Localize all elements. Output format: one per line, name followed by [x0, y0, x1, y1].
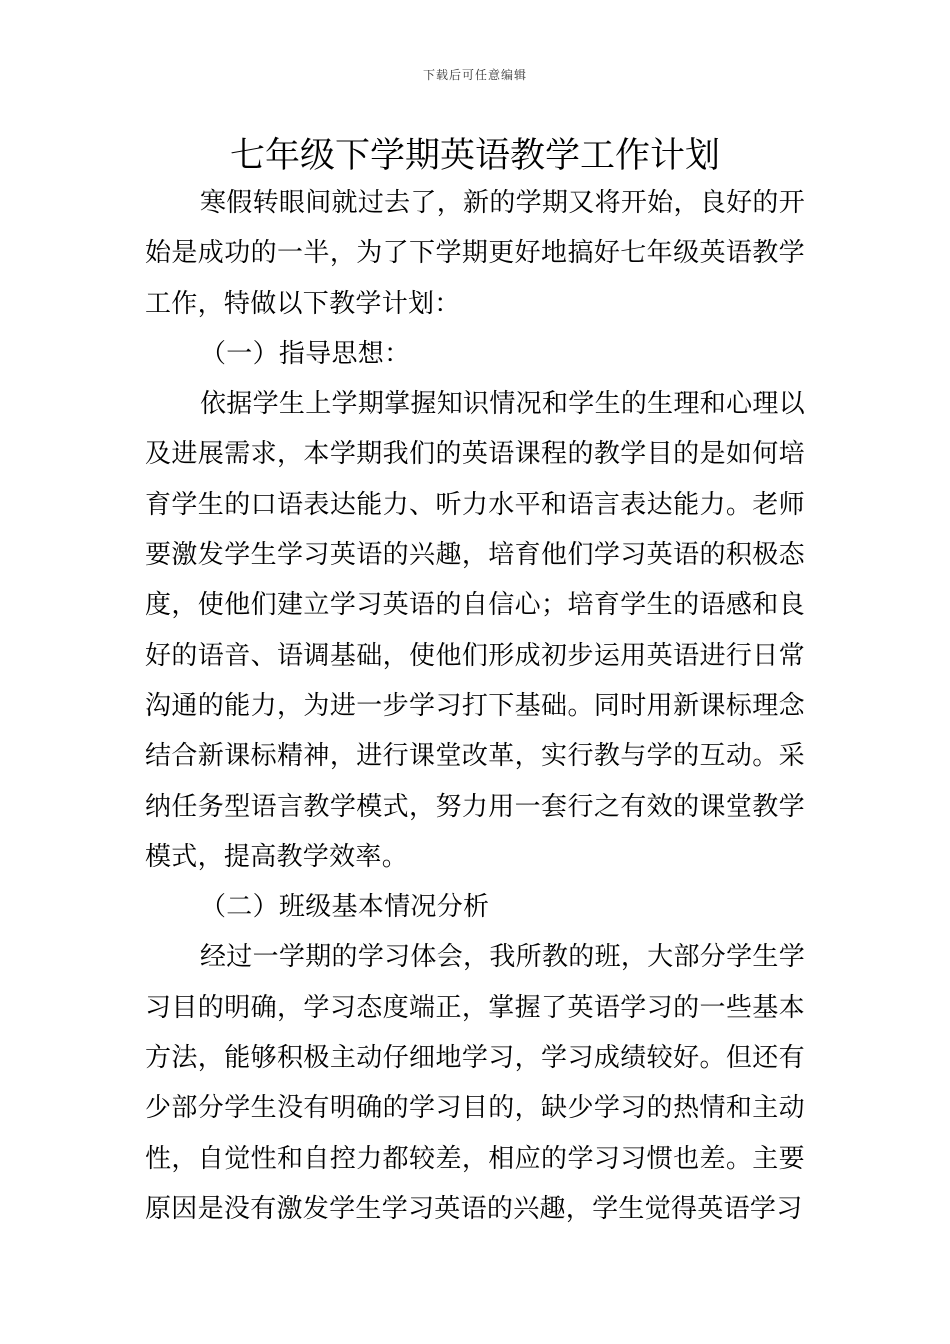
document-body	[145, 178, 805, 1234]
section-heading-class-analysis: （二）班级基本情况分析	[200, 892, 490, 923]
header-note: 下载后可任意编辑	[422, 68, 527, 82]
document-title: 七年级下学期英语教学工作计划	[229, 136, 720, 176]
paragraph-class-analysis: 经过一学期的学习体会，我所教的班，大部分学生学习目的明确，学习态度端正，掌握了英语学习的一些基本方法，能够积极主动仔细地学习，学习成绩较好。但还有少部分学生没有明确的学习目的，缺少学习的热情和主动性，自觉性和自控力都较差，相应的学习习惯也差。主要原因是没有激发学生学习英语的兴趣，学生觉得英语学习	[145, 942, 805, 1224]
paragraph-guiding-thought: 依据学生上学期掌握知识情况和学生的生理和心理以及进展需求，本学期我们的英语课程的教学目的是如何培育学生的口语表达能力、听力水平和语言表达能力。老师要激发学生学习英语的兴趣，培育他们学习英语的积极态度，使他们建立学习英语的自信心；培育学生的语感和良好的语音、语调基础，使他们形成初步运用英语进行日常沟通的能力，为进一步学习打下基础。同时用新课标理念结合新课标精神，进行课堂改革，实行教与学的互动。采纳任务型语言教学模式，努力用一套行之有效的课堂教学模式，提高教学效率。	[145, 389, 805, 872]
paragraph-intro: 寒假转眼间就过去了，新的学期又将开始，良好的开始是成功的一半，为了下学期更好地搞好七年级英语教学工作，特做以下教学计划：	[145, 188, 805, 319]
section-heading-guiding-thought: （一）指导思想：	[200, 338, 411, 369]
